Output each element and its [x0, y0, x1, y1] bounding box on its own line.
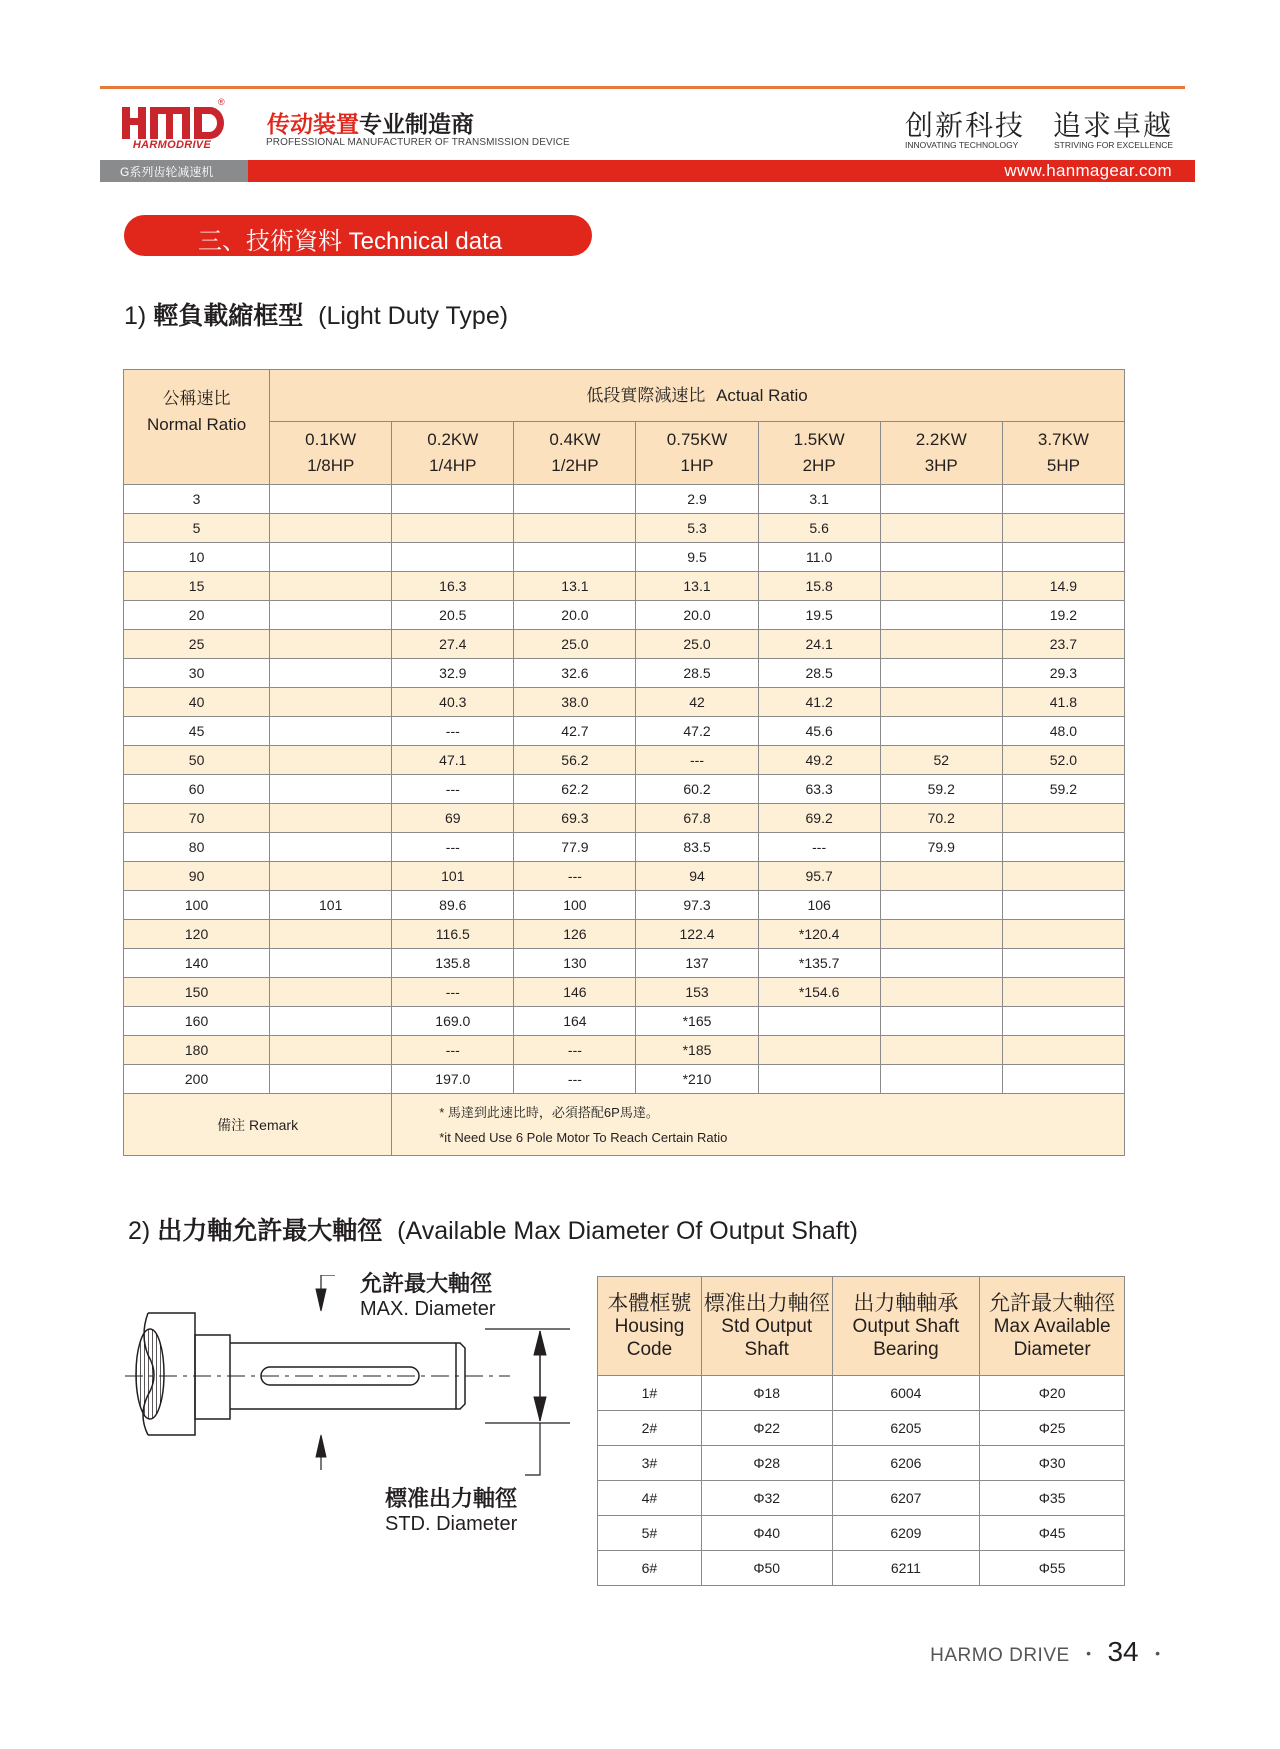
- actual-ratio-cell: [880, 891, 1002, 920]
- shaft-cell: 6004: [832, 1376, 980, 1411]
- actual-ratio-cell: [880, 514, 1002, 543]
- actual-ratio-cell: [1002, 891, 1124, 920]
- actual-ratio-cell: [880, 717, 1002, 746]
- actual-ratio-cell: 56.2: [514, 746, 636, 775]
- shaft-column-header: 標准出力軸徑 Std Output Shaft: [701, 1277, 832, 1376]
- actual-ratio-cell: ---: [392, 1036, 514, 1065]
- actual-ratio-cell: [270, 688, 392, 717]
- actual-ratio-cell: 20.5: [392, 601, 514, 630]
- shaft-column-header: 出力軸軸承 Output Shaft Bearing: [832, 1277, 980, 1376]
- actual-ratio-cell: [880, 862, 1002, 891]
- actual-ratio-cell: 89.6: [392, 891, 514, 920]
- actual-ratio-cell: 79.9: [880, 833, 1002, 862]
- actual-ratio-cell: [1002, 1036, 1124, 1065]
- actual-ratio-cell: [880, 572, 1002, 601]
- tagline-en: PROFESSIONAL MANUFACTURER OF TRANSMISSION DEVICE: [266, 137, 570, 148]
- power-column-header: 0.2KW 1/4HP: [392, 422, 514, 485]
- table-row: [124, 717, 1125, 746]
- actual-ratio-cell: [270, 1065, 392, 1094]
- table-row: [124, 1065, 1125, 1094]
- actual-ratio-cell: 48.0: [1002, 717, 1124, 746]
- table-row: [124, 688, 1125, 717]
- registered-mark: ®: [218, 97, 225, 107]
- table-row: [598, 1481, 1125, 1516]
- actual-ratio-cell: 19.2: [1002, 601, 1124, 630]
- actual-ratio-cell: 83.5: [636, 833, 758, 862]
- normal-ratio-cell: 140: [124, 949, 270, 978]
- shaft-column-header: 本體框號 Housing Code: [598, 1277, 702, 1376]
- shaft-cell: Φ22: [701, 1411, 832, 1446]
- actual-ratio-cell: [514, 543, 636, 572]
- power-column-header: 1.5KW 2HP: [758, 422, 880, 485]
- actual-ratio-cell: [1002, 543, 1124, 572]
- table-row: [124, 659, 1125, 688]
- normal-ratio-cell: 15: [124, 572, 270, 601]
- actual-ratio-cell: *210: [636, 1065, 758, 1094]
- actual-ratio-cell: [880, 630, 1002, 659]
- motto-striving-cn: 追求卓越: [1053, 109, 1174, 142]
- shaft-cell: 6211: [832, 1551, 980, 1586]
- motto-striving-en: STRIVING FOR EXCELLENCE: [1054, 140, 1174, 150]
- normal-ratio-cell: 120: [124, 920, 270, 949]
- shaft-cell: Φ50: [701, 1551, 832, 1586]
- actual-ratio-cell: 59.2: [1002, 775, 1124, 804]
- table-row: [598, 1446, 1125, 1481]
- logo-word: HARMODRIVE: [132, 139, 212, 151]
- actual-ratio-cell: [880, 1007, 1002, 1036]
- actual-ratio-cell: 28.5: [636, 659, 758, 688]
- normal-ratio-cell: 180: [124, 1036, 270, 1065]
- table-row: [124, 804, 1125, 833]
- actual-ratio-cell: [270, 717, 392, 746]
- actual-ratio-cell: ---: [392, 833, 514, 862]
- actual-ratio-cell: 135.8: [392, 949, 514, 978]
- light-duty-ratio-table: [123, 369, 1125, 1156]
- table-row: [124, 920, 1125, 949]
- normal-ratio-cell: 40: [124, 688, 270, 717]
- actual-ratio-cell: 101: [392, 862, 514, 891]
- actual-ratio-cell: [880, 978, 1002, 1007]
- actual-ratio-cell: 38.0: [514, 688, 636, 717]
- normal-ratio-cell: 20: [124, 601, 270, 630]
- shaft-cell: Φ18: [701, 1376, 832, 1411]
- actual-ratio-cell: 32.9: [392, 659, 514, 688]
- actual-ratio-cell: 2.9: [636, 485, 758, 514]
- table-row: [124, 891, 1125, 920]
- actual-ratio-cell: 42: [636, 688, 758, 717]
- table-row: [598, 1411, 1125, 1446]
- shaft-cell: Φ30: [980, 1446, 1125, 1481]
- shaft-cell: 3#: [598, 1446, 702, 1481]
- actual-ratio-cell: [758, 1007, 880, 1036]
- actual-ratio-cell: 94: [636, 862, 758, 891]
- actual-ratio-cell: ---: [636, 746, 758, 775]
- actual-ratio-cell: [1002, 514, 1124, 543]
- actual-ratio-cell: 97.3: [636, 891, 758, 920]
- footer-brand: HARMO DRIVE: [930, 1645, 1070, 1666]
- actual-ratio-cell: 63.3: [758, 775, 880, 804]
- table-row: [124, 485, 1125, 514]
- actual-ratio-cell: [270, 833, 392, 862]
- actual-ratio-cell: [1002, 1065, 1124, 1094]
- actual-ratio-cell: ---: [758, 833, 880, 862]
- remark-label: 備注 Remark: [124, 1094, 392, 1156]
- actual-ratio-cell: 100: [514, 891, 636, 920]
- tagline-cn: 传动装置专业制造商: [267, 112, 474, 138]
- normal-ratio-cell: 5: [124, 514, 270, 543]
- actual-ratio-cell: 45.6: [758, 717, 880, 746]
- shaft-cell: 1#: [598, 1376, 702, 1411]
- actual-ratio-cell: [880, 485, 1002, 514]
- actual-ratio-cell: 70.2: [880, 804, 1002, 833]
- actual-ratio-cell: *185: [636, 1036, 758, 1065]
- actual-ratio-cell: [880, 659, 1002, 688]
- normal-ratio-cell: 200: [124, 1065, 270, 1094]
- shaft-cell: 6206: [832, 1446, 980, 1481]
- section-title: 三、技術資料 Technical data: [198, 228, 503, 255]
- actual-ratio-cell: 5.3: [636, 514, 758, 543]
- actual-ratio-cell: 106: [758, 891, 880, 920]
- actual-ratio-cell: *154.6: [758, 978, 880, 1007]
- actual-ratio-cell: [270, 949, 392, 978]
- actual-ratio-cell: [1002, 833, 1124, 862]
- actual-ratio-cell: 153: [636, 978, 758, 1007]
- actual-ratio-cell: [880, 1065, 1002, 1094]
- table-row: [598, 1551, 1125, 1586]
- normal-ratio-cell: 100: [124, 891, 270, 920]
- table-row: [124, 775, 1125, 804]
- normal-ratio-cell: 150: [124, 978, 270, 1007]
- motto-innovating-en: INNOVATING TECHNOLOGY: [905, 140, 1019, 150]
- actual-ratio-cell: 169.0: [392, 1007, 514, 1036]
- shaft-cell: Φ45: [980, 1516, 1125, 1551]
- table-row: [124, 833, 1125, 862]
- actual-ratio-cell: [880, 543, 1002, 572]
- normal-ratio-cell: 45: [124, 717, 270, 746]
- shaft-column-header: 允許最大軸徑 Max Available Diameter: [980, 1277, 1125, 1376]
- shaft-cell: 6209: [832, 1516, 980, 1551]
- actual-ratio-cell: [758, 1036, 880, 1065]
- actual-ratio-cell: 14.9: [1002, 572, 1124, 601]
- table-row: [124, 1036, 1125, 1065]
- actual-ratio-cell: ---: [392, 717, 514, 746]
- table-row: [124, 630, 1125, 659]
- normal-ratio-cell: 80: [124, 833, 270, 862]
- actual-ratio-cell: 11.0: [758, 543, 880, 572]
- actual-ratio-cell: [270, 804, 392, 833]
- actual-ratio-cell: 52.0: [1002, 746, 1124, 775]
- normal-ratio-cell: 70: [124, 804, 270, 833]
- table-row: [124, 949, 1125, 978]
- actual-ratio-cell: [1002, 949, 1124, 978]
- actual-ratio-cell: 25.0: [636, 630, 758, 659]
- series-label: G系列齿轮减速机: [120, 165, 214, 179]
- actual-ratio-cell: [758, 1065, 880, 1094]
- section-title-pill: [124, 215, 592, 256]
- actual-ratio-cell: 52: [880, 746, 1002, 775]
- actual-ratio-cell: 146: [514, 978, 636, 1007]
- actual-ratio-cell: 24.1: [758, 630, 880, 659]
- actual-ratio-cell: ---: [514, 1065, 636, 1094]
- actual-ratio-cell: 19.5: [758, 601, 880, 630]
- actual-ratio-cell: *120.4: [758, 920, 880, 949]
- actual-ratio-cell: [880, 920, 1002, 949]
- header-rule: [100, 86, 1185, 89]
- bullet-icon: •: [1155, 1645, 1160, 1661]
- shaft-cell: 6207: [832, 1481, 980, 1516]
- table1-title: 1) 輕負載縮框型 (Light Duty Type): [124, 302, 509, 330]
- power-column-header: 3.7KW 5HP: [1002, 422, 1124, 485]
- actual-ratio-cell: [270, 572, 392, 601]
- table-row: [124, 862, 1125, 891]
- actual-ratio-cell: 49.2: [758, 746, 880, 775]
- actual-ratio-cell: 197.0: [392, 1065, 514, 1094]
- actual-ratio-cell: 13.1: [514, 572, 636, 601]
- actual-ratio-cell: 9.5: [636, 543, 758, 572]
- shaft-cell: Φ35: [980, 1481, 1125, 1516]
- actual-ratio-cell: 101: [270, 891, 392, 920]
- actual-ratio-cell: [270, 543, 392, 572]
- actual-ratio-cell: [1002, 804, 1124, 833]
- actual-ratio-cell: ---: [392, 775, 514, 804]
- actual-ratio-cell: 40.3: [392, 688, 514, 717]
- actual-ratio-cell: [270, 630, 392, 659]
- actual-ratio-cell: 69: [392, 804, 514, 833]
- actual-ratio-cell: 42.7: [514, 717, 636, 746]
- normal-ratio-cell: 3: [124, 485, 270, 514]
- shaft-cell: Φ32: [701, 1481, 832, 1516]
- max-diameter-label: 允許最大軸徑 MAX. Diameter: [360, 1271, 496, 1320]
- actual-ratio-cell: [1002, 862, 1124, 891]
- actual-ratio-cell: [270, 1036, 392, 1065]
- power-column-header: 0.1KW 1/8HP: [270, 422, 392, 485]
- normal-ratio-cell: 10: [124, 543, 270, 572]
- table-row: [124, 1007, 1125, 1036]
- shaft-cell: 4#: [598, 1481, 702, 1516]
- actual-ratio-cell: *135.7: [758, 949, 880, 978]
- actual-ratio-cell: 15.8: [758, 572, 880, 601]
- website-url[interactable]: www.hanmagear.com: [1004, 161, 1172, 180]
- actual-ratio-cell: [270, 775, 392, 804]
- actual-ratio-cell: [270, 746, 392, 775]
- actual-ratio-cell: [270, 514, 392, 543]
- actual-ratio-cell: [270, 920, 392, 949]
- shaft-cell: 6205: [832, 1411, 980, 1446]
- power-column-header: 0.4KW 1/2HP: [514, 422, 636, 485]
- actual-ratio-cell: [1002, 920, 1124, 949]
- table-row: [598, 1516, 1125, 1551]
- actual-ratio-cell: 47.1: [392, 746, 514, 775]
- actual-ratio-cell: 29.3: [1002, 659, 1124, 688]
- shaft-cell: Φ55: [980, 1551, 1125, 1586]
- actual-ratio-cell: 3.1: [758, 485, 880, 514]
- normal-ratio-header: 公稱速比 Normal Ratio: [124, 370, 270, 485]
- actual-ratio-cell: 25.0: [514, 630, 636, 659]
- page-number: 34: [1107, 1636, 1139, 1667]
- actual-ratio-cell: [270, 601, 392, 630]
- actual-ratio-cell: [270, 978, 392, 1007]
- motto-innovating-cn: 创新科技: [905, 109, 1026, 142]
- actual-ratio-cell: ---: [392, 978, 514, 1007]
- actual-ratio-cell: 67.8: [636, 804, 758, 833]
- actual-ratio-cell: ---: [514, 862, 636, 891]
- actual-ratio-cell: 69.2: [758, 804, 880, 833]
- actual-ratio-cell: [270, 485, 392, 514]
- normal-ratio-cell: 90: [124, 862, 270, 891]
- actual-ratio-cell: 16.3: [392, 572, 514, 601]
- actual-ratio-cell: 60.2: [636, 775, 758, 804]
- actual-ratio-cell: [880, 601, 1002, 630]
- actual-ratio-cell: [270, 659, 392, 688]
- actual-ratio-cell: 27.4: [392, 630, 514, 659]
- shaft-cell: 2#: [598, 1411, 702, 1446]
- std-diameter-label: 標准出力軸徑 STD. Diameter: [385, 1486, 518, 1535]
- actual-ratio-cell: [1002, 978, 1124, 1007]
- actual-ratio-cell: 47.2: [636, 717, 758, 746]
- shaft-cell: Φ25: [980, 1411, 1125, 1446]
- shaft-cell: 5#: [598, 1516, 702, 1551]
- actual-ratio-cell: 28.5: [758, 659, 880, 688]
- actual-ratio-cell: 137: [636, 949, 758, 978]
- actual-ratio-cell: 23.7: [1002, 630, 1124, 659]
- actual-ratio-cell: [270, 862, 392, 891]
- normal-ratio-cell: 50: [124, 746, 270, 775]
- actual-ratio-cell: [392, 514, 514, 543]
- actual-ratio-cell: [880, 688, 1002, 717]
- table-row: [598, 1376, 1125, 1411]
- actual-ratio-cell: 126: [514, 920, 636, 949]
- actual-ratio-cell: 20.0: [514, 601, 636, 630]
- actual-ratio-cell: 69.3: [514, 804, 636, 833]
- actual-ratio-header: 低段實際減速比 Actual Ratio: [270, 370, 1125, 422]
- actual-ratio-cell: [880, 1036, 1002, 1065]
- actual-ratio-cell: ---: [514, 1036, 636, 1065]
- table-row: [124, 978, 1125, 1007]
- actual-ratio-cell: [514, 514, 636, 543]
- actual-ratio-cell: 59.2: [880, 775, 1002, 804]
- table-row: [124, 514, 1125, 543]
- power-column-header: 2.2KW 3HP: [880, 422, 1002, 485]
- actual-ratio-cell: 164: [514, 1007, 636, 1036]
- shaft-cell: Φ28: [701, 1446, 832, 1481]
- actual-ratio-cell: 41.8: [1002, 688, 1124, 717]
- actual-ratio-cell: [270, 1007, 392, 1036]
- normal-ratio-cell: 160: [124, 1007, 270, 1036]
- table-row: [124, 543, 1125, 572]
- output-shaft-table: [597, 1276, 1125, 1586]
- shaft-cell: Φ40: [701, 1516, 832, 1551]
- actual-ratio-cell: 41.2: [758, 688, 880, 717]
- normal-ratio-cell: 30: [124, 659, 270, 688]
- actual-ratio-cell: [1002, 485, 1124, 514]
- actual-ratio-cell: 116.5: [392, 920, 514, 949]
- shaft-cell: 6#: [598, 1551, 702, 1586]
- actual-ratio-cell: 130: [514, 949, 636, 978]
- actual-ratio-cell: 5.6: [758, 514, 880, 543]
- actual-ratio-cell: 95.7: [758, 862, 880, 891]
- normal-ratio-cell: 25: [124, 630, 270, 659]
- normal-ratio-cell: 60: [124, 775, 270, 804]
- actual-ratio-cell: 122.4: [636, 920, 758, 949]
- remark-text: * 馬達到此速比時，必須搭配6P馬達。 *it Need Use 6 Pole Motor To Reach Certain Ratio: [392, 1094, 1125, 1156]
- table-row: [124, 572, 1125, 601]
- table2-title: 2) 出力軸允許最大軸徑 (Available Max Diameter Of Output Shaft): [128, 1217, 858, 1245]
- actual-ratio-cell: [880, 949, 1002, 978]
- actual-ratio-cell: [1002, 1007, 1124, 1036]
- actual-ratio-cell: 20.0: [636, 601, 758, 630]
- bullet-icon: •: [1086, 1645, 1092, 1661]
- actual-ratio-cell: [392, 543, 514, 572]
- actual-ratio-cell: *165: [636, 1007, 758, 1036]
- page-footer: [930, 1636, 1172, 1668]
- table-row: [124, 746, 1125, 775]
- actual-ratio-cell: 77.9: [514, 833, 636, 862]
- actual-ratio-cell: 62.2: [514, 775, 636, 804]
- shaft-cell: Φ20: [980, 1376, 1125, 1411]
- actual-ratio-cell: 13.1: [636, 572, 758, 601]
- table-row: [124, 601, 1125, 630]
- actual-ratio-cell: [514, 485, 636, 514]
- actual-ratio-cell: 32.6: [514, 659, 636, 688]
- actual-ratio-cell: [392, 485, 514, 514]
- power-column-header: 0.75KW 1HP: [636, 422, 758, 485]
